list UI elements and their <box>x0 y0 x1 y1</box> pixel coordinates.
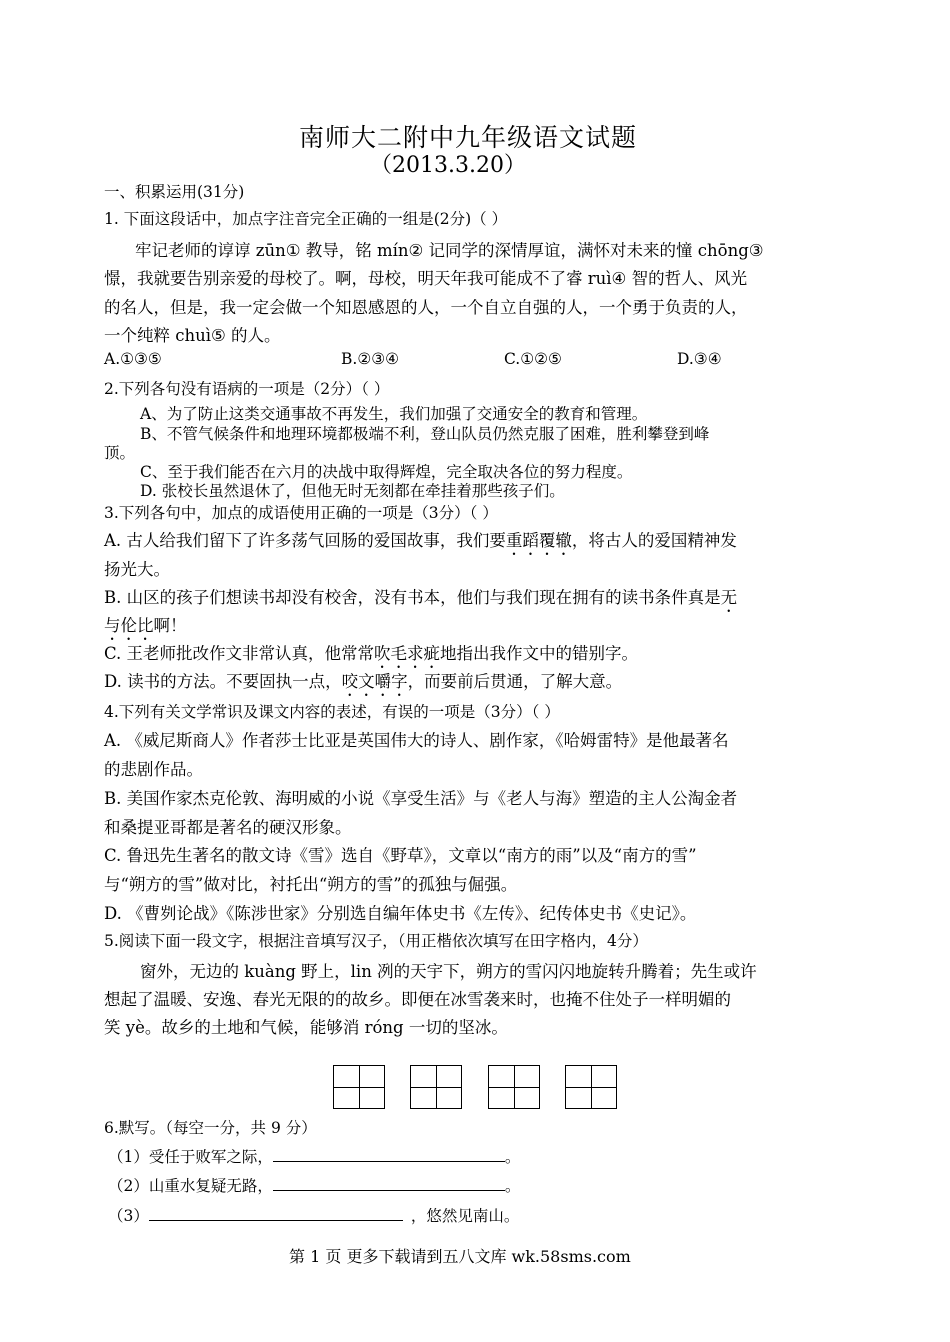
q6-item-1-blank[interactable] <box>273 1147 505 1162</box>
question-1-option-b: B.②③④ <box>341 350 400 368</box>
q6-item-3-text: （3） <box>108 1207 149 1225</box>
q3-c-idiom: 吹毛求疵 <box>374 644 441 663</box>
question-1-option-d: D.③④ <box>677 350 722 368</box>
question-1-passage-line-4: 一个纯粹 chuì⑤ 的人。 <box>104 326 281 345</box>
q3-b-pre: B. 山区的孩子们想读书却没有校舍，没有书本，他们与我们现在拥有的读书条件真是 <box>104 588 721 607</box>
q3-c-pre: C. 王老师批改作文非常认真，他常常 <box>104 644 375 663</box>
question-1-passage-line-3: 的名人，但是，我一定会做一个知恩感恩的人，一个自立自强的人，一个勇于负责的人， <box>104 298 748 317</box>
question-2-option-c: C、至于我们能否在六月的决战中取得辉煌，完全取决各位的努力程度。 <box>140 463 633 481</box>
question-4-stem: 4.下列有关文学常识及课文内容的表述，有误的一项是（3分）（ ） <box>104 703 560 721</box>
question-4-option-a-line-1: A. 《威尼斯商人》作者莎士比亚是英国伟大的诗人、剧作家，《哈姆雷特》是他最著名 <box>104 731 729 750</box>
question-1-option-c: C.①②⑤ <box>504 350 562 368</box>
question-5-passage-line-3: 笑 yè。故乡的土地和气候，能够消 róng 一切的坚冰。 <box>104 1018 508 1037</box>
question-4-option-c-line-1: C. 鲁迅先生著名的散文诗《雪》选自《野草》，文章以“南方的雨”以及“南方的雪” <box>104 846 697 865</box>
q3-d-idiom: 咬文嚼字 <box>341 672 408 691</box>
question-2-stem: 2.下列各句没有语病的一项是（2分）（ ） <box>104 380 390 398</box>
answer-grid-box-2[interactable] <box>410 1065 462 1109</box>
page-footer: 第 1 页 更多下载请到五八文库 wk.58sms.com <box>289 1247 631 1266</box>
answer-grid-box-4[interactable] <box>565 1065 617 1109</box>
q6-item-2-text: （2）山重水复疑无路， <box>108 1177 273 1195</box>
question-3-stem: 3.下列各句中，加点的成语使用正确的一项是（3分）（ ） <box>104 504 498 522</box>
q3-a-pre: A. 古人给我们留下了许多荡气回肠的爱国故事，我们要 <box>104 531 506 550</box>
q3-a-idiom: 重蹈覆辙 <box>505 531 572 550</box>
q6-item-2-blank[interactable] <box>273 1176 505 1191</box>
question-1-passage-line-2: 憬，我就要告别亲爱的母校了。啊，母校，明天年我可能成不了睿 ruì④ 智的哲人、风光 <box>104 269 748 288</box>
question-4-option-b-line-1: B. 美国作家杰克伦敦、海明威的小说《享受生活》与《老人与海》塑造的主人公淘金者 <box>104 789 738 808</box>
question-5-passage-line-2: 想起了温暖、安逸、春光无限的的故乡。即便在冰雪袭来时，也掩不住处子一样明媚的 <box>104 990 731 1009</box>
question-4-option-d: D. 《曹刿论战》《陈涉世家》分别选自编年体史书《左传》、纪传体史书《史记》。 <box>104 904 697 923</box>
question-1-passage-line-1: 牢记老师的谆谆 zūn① 教导，铭 mín② 记同学的深情厚谊，满怀对未来的憧 chōng③ <box>135 241 764 260</box>
q3-b-post: 啊！ <box>153 616 187 635</box>
question-3-option-a-line-1 <box>104 527 737 559</box>
q6-item-3-post: ，悠然见南山。 <box>410 1207 520 1225</box>
question-2-option-d: D. 张校长虽然退休了，但他无时无刻都在牵挂着那些孩子们。 <box>140 482 565 500</box>
q3-d-pre: D. 读书的方法。不要固执一点， <box>104 672 342 691</box>
q3-d-post: ，而要前后贯通，了解大意。 <box>407 672 623 691</box>
q6-item-3-blank[interactable] <box>149 1206 403 1221</box>
question-6-stem: 6.默写。（每空一分，共 9 分） <box>104 1119 317 1137</box>
answer-grid-box-3[interactable] <box>488 1065 540 1109</box>
q6-item-1-end: 。 <box>504 1148 521 1166</box>
question-6-item-3 <box>108 1204 519 1226</box>
question-2-option-a: A、为了防止这类交通事故不再发生，我们加强了交通安全的教育和管理。 <box>140 405 648 423</box>
question-3-option-d <box>104 668 622 700</box>
q6-item-1-text: （1）受任于败军之际， <box>108 1148 273 1166</box>
question-2-option-b-line-2: 顶。 <box>104 444 136 462</box>
question-2-option-b-line-1: B、不管气候条件和地理环境都极端不利，登山队员仍然克服了困难，胜利攀登到峰 <box>140 425 710 443</box>
question-1-stem: 1. 下面这段话中，加点字注音完全正确的一组是(2分)（ ） <box>104 210 508 228</box>
answer-grid-box-1[interactable] <box>333 1065 385 1109</box>
q3-b-idiom-start: 无 <box>720 588 738 607</box>
section-heading: 一、积累运用(31分) <box>104 183 245 201</box>
exam-date: （2013.3.20） <box>370 153 526 178</box>
q6-item-2-end: 。 <box>504 1177 521 1195</box>
q3-c-post: 地指出我作文中的错别字。 <box>440 644 639 663</box>
q3-a-post: ，将古人的爱国精神发 <box>571 531 737 550</box>
question-4-option-b-line-2: 和桑提亚哥都是著名的硬汉形象。 <box>104 818 352 837</box>
question-6-item-2 <box>108 1174 520 1196</box>
question-4-option-a-line-2: 的悲剧作品。 <box>104 760 203 779</box>
question-4-option-c-line-2: 与“朔方的雪”做对比，衬托出“朔方的雪”的孤独与倔强。 <box>104 875 518 894</box>
page-title: 南师大二附中九年级语文试题 <box>299 123 638 152</box>
question-3-option-b-line-1 <box>104 584 737 616</box>
question-6-item-1 <box>108 1145 520 1167</box>
question-1-option-a: A.①③⑤ <box>104 350 162 368</box>
q3-b-idiom-end: 与伦比 <box>104 616 154 635</box>
question-5-stem: 5.阅读下面一段文字，根据注音填写汉子，（用正楷依次填写在田字格内，4分） <box>104 932 648 950</box>
question-3-option-a-line-2: 扬光大。 <box>104 560 170 579</box>
question-5-passage-line-1: 窗外，无边的 kuàng 野上，lin 冽的天宇下，朔方的雪闪闪地旋转升腾着；先生或许 <box>140 962 757 981</box>
